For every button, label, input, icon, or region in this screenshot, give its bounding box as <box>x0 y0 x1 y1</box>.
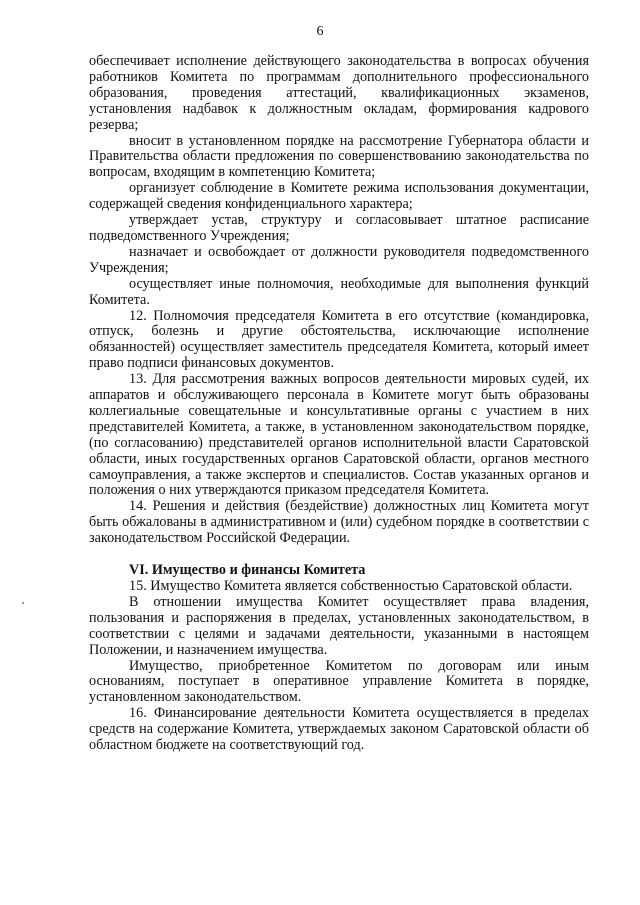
section-title: VI. Имущество и финансы Комитета <box>129 562 366 579</box>
scan-speck <box>22 602 24 604</box>
page-number: 6 <box>316 24 324 39</box>
paragraph-12: 12. Полномочия председателя Комитета в его отсутствие (командировка, отпуск, болезнь и другие обстоятельства, исключающие исполнение обязанностей) осуществляет заместитель председателя Комитета, который имеет право подписи финансовых документов. <box>89 307 589 372</box>
paragraph: вносит в установленном порядке на рассмотрение Губернатора области и Правительства области предложения по совершенствованию законодательства по вопросам, входящим в компетенцию Комитета; <box>89 132 589 181</box>
paragraph-14: 14. Решения и действия (бездействие) должностных лиц Комитета могут быть обжалованы в административном и (или) судебном порядке в соответствии с законодательством Российской Федерации. <box>89 498 589 547</box>
paragraph: обеспечивает исполнение действующего законодательства в вопросах обучения работников Комитета по программам дополнительного профессионального образования, проведения аттестаций, квалификационных экзаменов, установления надбавок к должностным окладам, формирования кадрового резерва; <box>89 53 589 133</box>
paragraph: назначает и освобождает от должности руководителя подведомственного Учреждения; <box>89 243 589 276</box>
paragraph: В отношении имущества Комитет осуществляет права владения, пользования и распоряжения в пределах, установленных законодательством, в соответствии с целями и задачами деятельности, указанными в настоящем Положении, и назначением имущества. <box>89 593 589 658</box>
paragraph: организует соблюдение в Комитете режима использования документации, содержащей сведения конфиденциального характера; <box>89 180 589 213</box>
paragraph: утверждает устав, структуру и согласовывает штатное расписание подведомственного Учреждения; <box>89 212 589 244</box>
section-spacer <box>89 547 589 563</box>
paragraph: Имущество, приобретенное Комитетом по договорам или иным основаниям, поступает в оперативное управление Комитета в порядке, установленном законодательством. <box>89 657 589 706</box>
paragraph-15: 15. Имущество Комитета является собственностью Саратовской области. <box>129 578 573 594</box>
paragraph-13: 13. Для рассмотрения важных вопросов деятельности мировых судей, их аппаратов и обслуживающего персонала в Комитете могут быть образованы коллегиальные совещательные и консультативные органы с участием в них представителей Комитета, а также, в установленном законодательством порядке, (по согласованию) представителей органов исполнительной власти Саратовской области, иных государственных органов Саратовской области, органов местного самоуправления, а также экспертов и специалистов. Состав указанных органов и положения о них утверждаются приказом председателя Комитета. <box>89 371 589 499</box>
paragraph-16: 16. Финансирование деятельности Комитета осуществляется в пределах средств на содержание Комитета, утверждаемых законом Саратовской области об областном бюджете на соответствующий год. <box>89 705 589 754</box>
paragraph: осуществляет иные полномочия, необходимые для выполнения функций Комитета. <box>89 275 589 308</box>
document-body <box>89 54 589 754</box>
